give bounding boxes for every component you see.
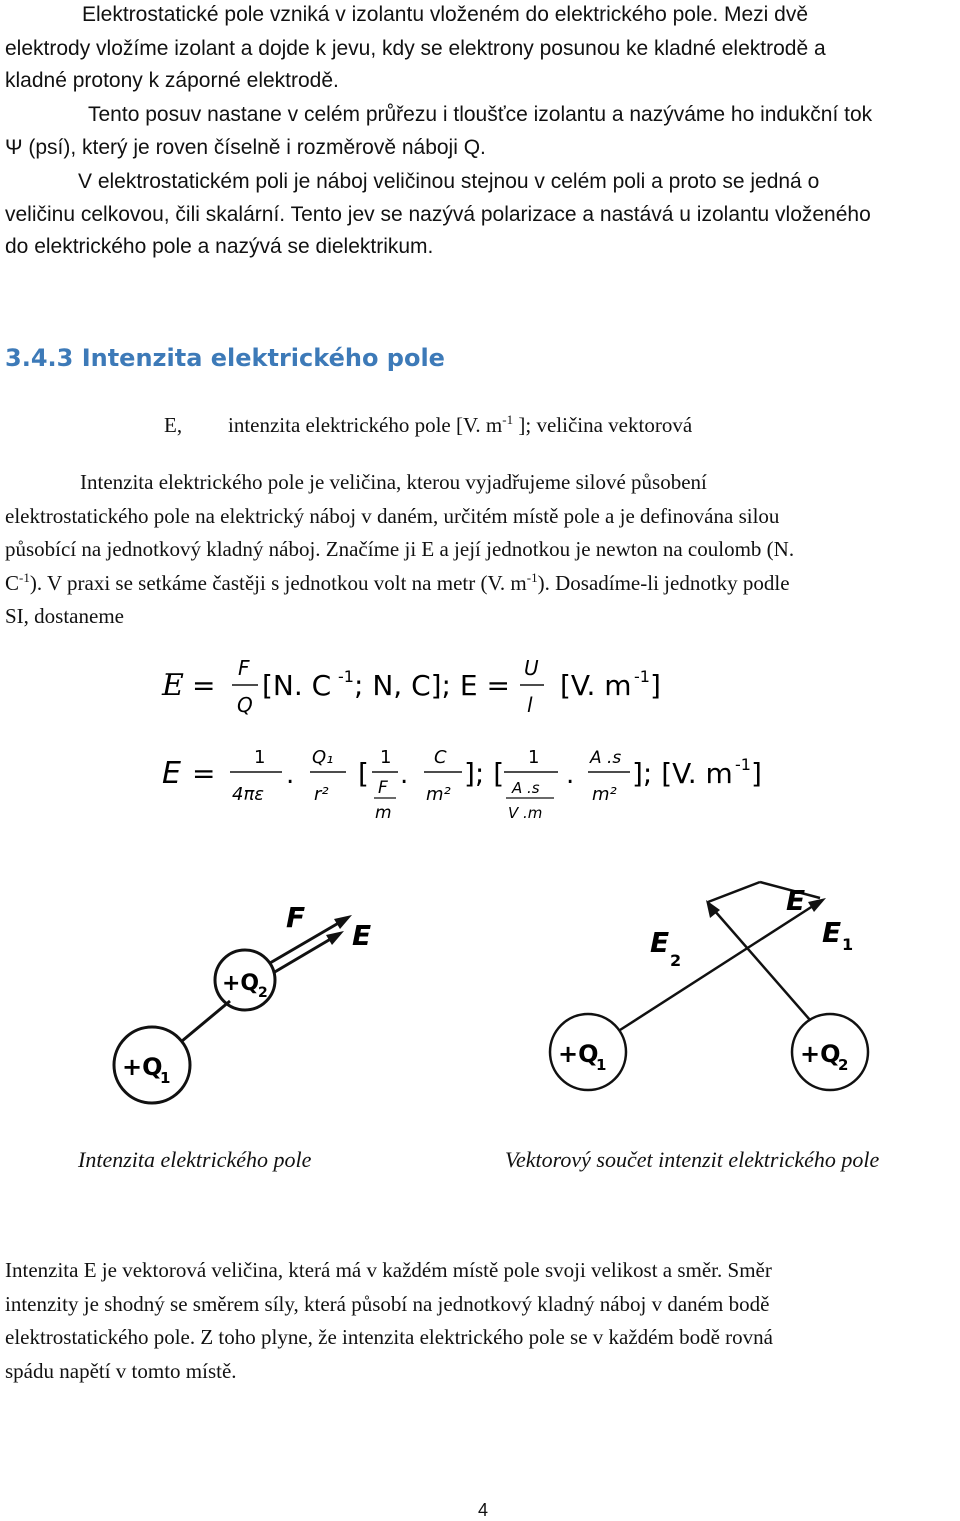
charge-q2-subscript: 2 xyxy=(838,1056,849,1074)
charge-q2-subscript: 2 xyxy=(258,985,268,1001)
eq1-equals: = xyxy=(192,669,216,702)
eq2-lhs: E xyxy=(162,756,181,791)
eq2-dot-2: . xyxy=(400,760,409,790)
force-arrowhead xyxy=(334,915,352,929)
eq2-f5-num: 1 xyxy=(528,747,540,768)
eq1-units2-exp: -1 xyxy=(634,667,650,686)
para1-line-2: elektrostatického pole na elektrický náboj v daném, určitém místě pole a je definována silou xyxy=(5,504,780,528)
eq1-den2: l xyxy=(527,693,533,717)
eq2-f4-num: C xyxy=(434,747,447,768)
eq2-f5-den-num: A .s xyxy=(512,779,540,797)
para1-line-3: působící na jednotkový kladný náboj. Značíme ji E a její jednotkou je newton na coulomb (N. xyxy=(5,537,795,561)
intensity-arrowhead xyxy=(326,931,344,945)
eq2-f6-den: m² xyxy=(592,784,617,805)
vector-e-line xyxy=(708,882,760,902)
eq1-num2: U xyxy=(524,656,539,680)
definition-text: intenzita elektrického pole [V. $m^{-1}$ ]; veličina vektorová xyxy=(228,412,693,437)
label-E2-subscript: 2 xyxy=(670,951,682,970)
charge-q1-subscript: 1 xyxy=(596,1056,607,1074)
label-E1: E xyxy=(822,916,842,949)
charge-q1-subscript: 1 xyxy=(160,1069,171,1087)
eq2-f1-den: 4πε xyxy=(232,784,265,805)
label-E: E xyxy=(352,919,372,952)
closing-line-3: elektrostatického pole. Z toho plyne, že intenzita elektrického pole se v každém bodě rovná xyxy=(5,1325,773,1349)
intro-line-5: Ψ (psí), který je roven číselně i rozměrově náboji Q. xyxy=(5,136,486,159)
eq2-f6-num: A .s xyxy=(590,748,622,768)
vector-e1-arrowhead xyxy=(808,898,826,912)
eq2-f5-den-den: V .m xyxy=(508,804,543,822)
para1-line-4: $C^{-1}$). V praxi se setkáme častěji s jednotkou volt na metr (V. $m^{-1}$). Dosadíme-li jednotky podle xyxy=(5,570,790,595)
charge-q1-label: +Q xyxy=(122,1053,163,1081)
label-F: F xyxy=(286,901,306,934)
intro-line-8: do elektrického pole a nazývá se dielektrikum. xyxy=(5,235,434,258)
vector-e2-line xyxy=(714,910,810,1020)
para1-line-5: SI, dostaneme xyxy=(5,604,124,628)
closing-line-1: Intenzita E je vektorová veličina, která má v každém místě pole svoji velikost a směr. Směr xyxy=(5,1258,772,1282)
eq1-lhs: E xyxy=(162,668,184,703)
equation-1 xyxy=(150,650,690,730)
equation-2 xyxy=(150,738,790,828)
eq1-den: Q xyxy=(237,693,253,717)
eq1-units2-a: [V. m xyxy=(560,669,632,702)
eq2-f4-den: m² xyxy=(426,784,451,805)
section-heading: 3.4.3 Intenzita elektrického pole xyxy=(5,344,445,372)
intro-line-7: veličinu celkovou, čili skalární. Tento jev se nazývá polarizace a nastává u izolantu vloženého xyxy=(5,203,871,226)
definition-symbol: E, xyxy=(164,413,183,437)
eq1-units-exp: -1 xyxy=(338,667,354,686)
closing-line-4: spádu napětí v tomto místě. xyxy=(5,1359,237,1383)
eq2-f2-den: r² xyxy=(314,784,329,805)
label-E1-subscript: 1 xyxy=(842,935,854,954)
eq2-bracket-2: ]; [ xyxy=(464,757,505,790)
eq2-tail-b: ] xyxy=(751,757,762,790)
closing-line-2: intenzity je shodný se směrem síly, která působí na jednotkový kladný náboj v daném bodě xyxy=(5,1292,770,1316)
eq2-dot-1: . xyxy=(286,760,295,790)
charge-q1-label: +Q xyxy=(558,1040,599,1068)
eq2-equals: = xyxy=(192,757,216,790)
eq1-units-b: ; N, C]; E = xyxy=(354,669,510,702)
charge-q2-label: +Q xyxy=(222,971,260,996)
figure-1 xyxy=(90,895,410,1120)
vector-e1-line xyxy=(620,904,816,1030)
eq2-tail-a: ]; [V. m xyxy=(632,757,733,790)
eq1-units-a: [N. C xyxy=(262,669,332,702)
charge-q2-label: +Q xyxy=(800,1040,841,1068)
page-number: 4 xyxy=(478,1500,489,1520)
eq1-units2-b: ] xyxy=(650,669,661,702)
intro-line-3: kladné protony k záporné elektrodě. xyxy=(5,69,339,92)
eq2-bracket-open: [ xyxy=(358,757,369,790)
para1-line-1: Intenzita elektrického pole je veličina, kterou vyjadřujeme silové působení xyxy=(80,470,707,494)
intro-line-6: V elektrostatickém poli je náboj veličinou stejnou v celém poli a proto se jedná o xyxy=(78,170,820,193)
connecting-line xyxy=(182,1001,230,1041)
figure-2 xyxy=(538,870,888,1120)
label-E: E xyxy=(786,884,806,917)
intro-line-1: Elektrostatické pole vzniká v izolantu vloženém do elektrického pole. Mezi dvě xyxy=(82,3,809,26)
figure-2-caption: Vektorový součet intenzit elektrického pole xyxy=(505,1147,880,1172)
eq1-num: F xyxy=(238,656,250,680)
eq2-f2-num: Q₁ xyxy=(312,747,334,768)
eq2-f3-den-den: m xyxy=(375,803,392,823)
intro-line-4: Tento posuv nastane v celém průřezu i tloušťce izolantu a nazýváme ho indukční tok xyxy=(88,103,873,126)
eq2-tail-exp: -1 xyxy=(735,755,751,774)
eq2-dot-3: . xyxy=(566,760,575,790)
eq2-f3-den-num: F xyxy=(378,778,388,798)
eq2-f1-num: 1 xyxy=(254,747,266,768)
figure-1-caption: Intenzita elektrického pole xyxy=(78,1147,312,1172)
label-E2: E xyxy=(650,926,670,959)
eq2-f3-num: 1 xyxy=(380,747,392,768)
intro-line-2: elektrody vložíme izolant a dojde k jevu, kdy se elektrony posunou ke kladné elektrodě a xyxy=(5,37,826,60)
